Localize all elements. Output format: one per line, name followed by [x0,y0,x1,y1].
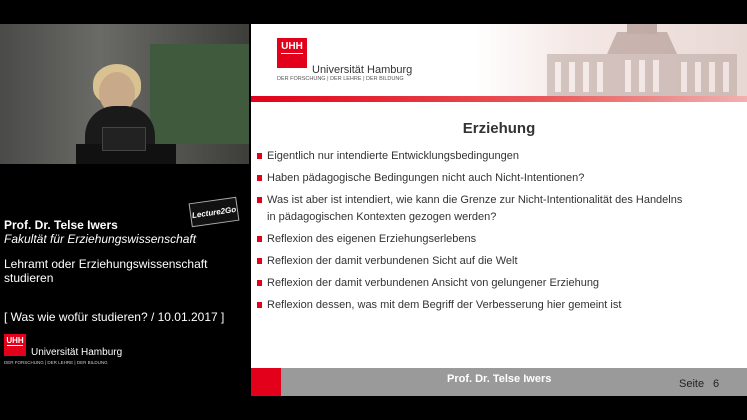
laptop [102,127,146,151]
uhh-logo-square: UHH [277,38,307,68]
course-title-line1: Lehramt oder Erziehungswissenschaft [4,257,208,271]
bullet-list [257,148,727,319]
list-item: Haben pädagogische Bedingungen nicht auch Nicht-Intentionen? [257,170,727,187]
slide-title: Erziehung [462,120,536,137]
list-item: Reflexion der damit verbundenen Ansicht von gelungener Erziehung [257,275,727,292]
slide-header [251,24,747,96]
page-number: 6 [713,378,720,390]
page-label: Seite [679,378,705,390]
footer-speaker-name: Prof. Dr. Telse Iwers [447,373,552,385]
event-info: [ Was wie wofür studieren? / 10.01.2017 ] [4,310,225,324]
uhh-logo-square: UHH [4,334,26,356]
university-name: Universität Hamburg [31,347,123,358]
course-title-line2: studieren [4,271,54,285]
chalkboard [150,44,249,144]
university-tagline: DER FORSCHUNG | DER LEHRE | DER BILDUNG [277,76,404,82]
university-building-image [527,24,747,96]
university-name: Universität Hamburg [312,64,413,76]
faculty-name: Fakultät für Erziehungswissenschaft [4,232,197,246]
list-item-line: in pädagogischen Kontexten gezogen werden? [267,211,497,223]
list-item: Eigentlich nur intendierte Entwicklungsbedingungen [257,148,727,165]
list-item [257,192,727,226]
lecture2go-badge: Lecture2Go [189,197,240,227]
header-red-bar [251,96,747,102]
list-item: Reflexion der damit verbundenen Sicht auf die Welt [257,253,727,270]
list-item: Reflexion des eigenen Erziehungserlebens [257,231,727,248]
footer-red-block [251,368,281,396]
slide-footer [251,368,747,396]
list-item-line: Was ist aber ist intendiert, wie kann die Grenze zur Nicht-Intentionalität des Handelns [267,194,683,206]
speaker-name: Prof. Dr. Telse Iwers [4,218,118,232]
speaker-video [0,24,249,164]
presentation-slide [251,24,747,396]
university-tagline: DER FORSCHUNG | DER LEHRE | DER BILDUNG [4,360,108,365]
list-item: Reflexion dessen, was mit dem Begriff der Verbesserung hier gemeint ist [257,297,727,314]
